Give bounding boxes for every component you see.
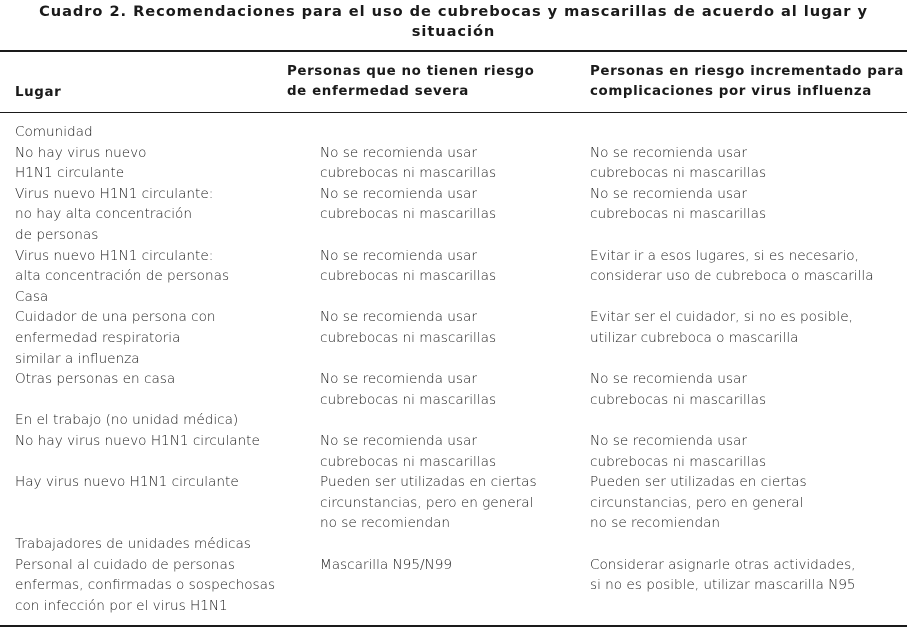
table-cell: considerar uso de cubreboca o mascarilla	[590, 268, 874, 285]
table-cell: Personal al cuidado de personas	[15, 556, 235, 573]
header-lugar: Lugar	[15, 85, 62, 100]
header-no-riesgo-line-1: Personas que no tienen riesgo	[287, 64, 535, 79]
table-cell: enfermedad respiratoria	[15, 330, 181, 346]
table-cell: H1N1 circulante	[15, 165, 125, 182]
table-cell: No se recomienda usar	[320, 247, 477, 264]
table-cell: cubrebocas ni mascarillas	[320, 453, 497, 470]
table-cell: No se recomienda usar	[320, 309, 477, 326]
table-cell: enfermas, confirmadas o sospechosas	[15, 577, 276, 594]
table-cell: utilizar cubreboca o mascarilla	[590, 330, 799, 346]
table-cell: Evitar ser el cuidador, si no es posible,	[590, 309, 853, 326]
table-cell: No hay virus nuevo H1N1 circulante	[15, 433, 260, 449]
table-cell: Trabajadores de unidades médicas	[15, 536, 251, 552]
table-cell: No hay virus nuevo	[15, 144, 147, 161]
table-cell: no hay alta concentración	[15, 206, 192, 223]
table-cell: no se recomiendan	[590, 515, 721, 532]
table-cell: con infección por el virus H1N1	[15, 597, 228, 614]
table-cell: cubrebocas ni mascarillas	[590, 165, 767, 182]
table-cell: No se recomienda usar	[320, 144, 477, 161]
table-cell: Pueden ser utilizadas en ciertas	[590, 474, 807, 491]
bottom-rule	[0, 625, 907, 627]
table-cell: alta concentración de personas	[15, 268, 230, 285]
table-caption	[0, 2, 907, 42]
table-cell: circunstancias, pero en general	[320, 494, 534, 511]
table-cell: no se recomiendan	[320, 515, 451, 532]
table-cell: No se recomienda usar	[320, 185, 477, 202]
table-cell: cubrebocas ni mascarillas	[590, 206, 767, 223]
table-cell: Otras personas en casa	[15, 371, 176, 388]
header-no-riesgo	[287, 62, 534, 102]
header-no-riesgo-line-2: de enfermedad severa	[287, 84, 469, 99]
table-cell: Considerar asignarle otras actividades,	[590, 556, 856, 573]
table-cell: cubrebocas ni mascarillas	[320, 330, 497, 346]
table-cell: Pueden ser utilizadas en ciertas	[320, 474, 537, 491]
table-cell: No se recomienda usar	[590, 371, 747, 388]
table-cell: Hay virus nuevo H1N1 circulante	[15, 474, 239, 491]
table-cell: Comunidad	[15, 124, 93, 140]
table-cell: cubrebocas ni mascarillas	[590, 453, 767, 470]
table-cell: En el trabajo (no unidad médica)	[15, 412, 239, 429]
table-cell: similar a influenza	[15, 350, 140, 367]
caption-line-1: Cuadro 2. Recomendaciones para el uso de cubrebocas y mascarillas de acuerdo al lugar y	[39, 3, 868, 20]
table-cell: No se recomienda usar	[590, 433, 747, 449]
table-cell: cubrebocas ni mascarillas	[320, 268, 497, 285]
table-cell: No se recomienda usar	[590, 185, 747, 202]
header-riesgo-line-1: Personas en riesgo incrementado para	[590, 64, 904, 79]
caption-line-2: situación	[411, 23, 496, 40]
table-cell: Casa	[15, 288, 49, 305]
table-cell: circunstancias, pero en general	[590, 494, 804, 511]
table-cell: de personas	[15, 227, 99, 243]
table-cell: Virus nuevo H1N1 circulante:	[15, 247, 214, 264]
table-cell: cubrebocas ni mascarillas	[590, 391, 767, 408]
table-cell: cubrebocas ni mascarillas	[320, 206, 497, 223]
table-cell: Mascarilla N95/N99	[320, 556, 453, 573]
table-cell: Cuidador de una persona con	[15, 309, 216, 326]
table-cell: No se recomienda usar	[320, 433, 477, 449]
top-rule	[0, 50, 907, 52]
table-cell: cubrebocas ni mascarillas	[320, 391, 497, 408]
header-rule	[0, 112, 907, 113]
header-riesgo	[590, 62, 904, 102]
table-cell: cubrebocas ni mascarillas	[320, 165, 497, 182]
table-cell: Virus nuevo H1N1 circulante:	[15, 185, 214, 202]
table-cell: si no es posible, utilizar mascarilla N95	[590, 577, 856, 594]
table-cell: No se recomienda usar	[590, 144, 747, 161]
table-cell: Evitar ir a esos lugares, si es necesario,	[590, 247, 859, 264]
header-riesgo-line-2: complicaciones por virus influenza	[590, 84, 872, 99]
table-cell: No se recomienda usar	[320, 371, 477, 388]
